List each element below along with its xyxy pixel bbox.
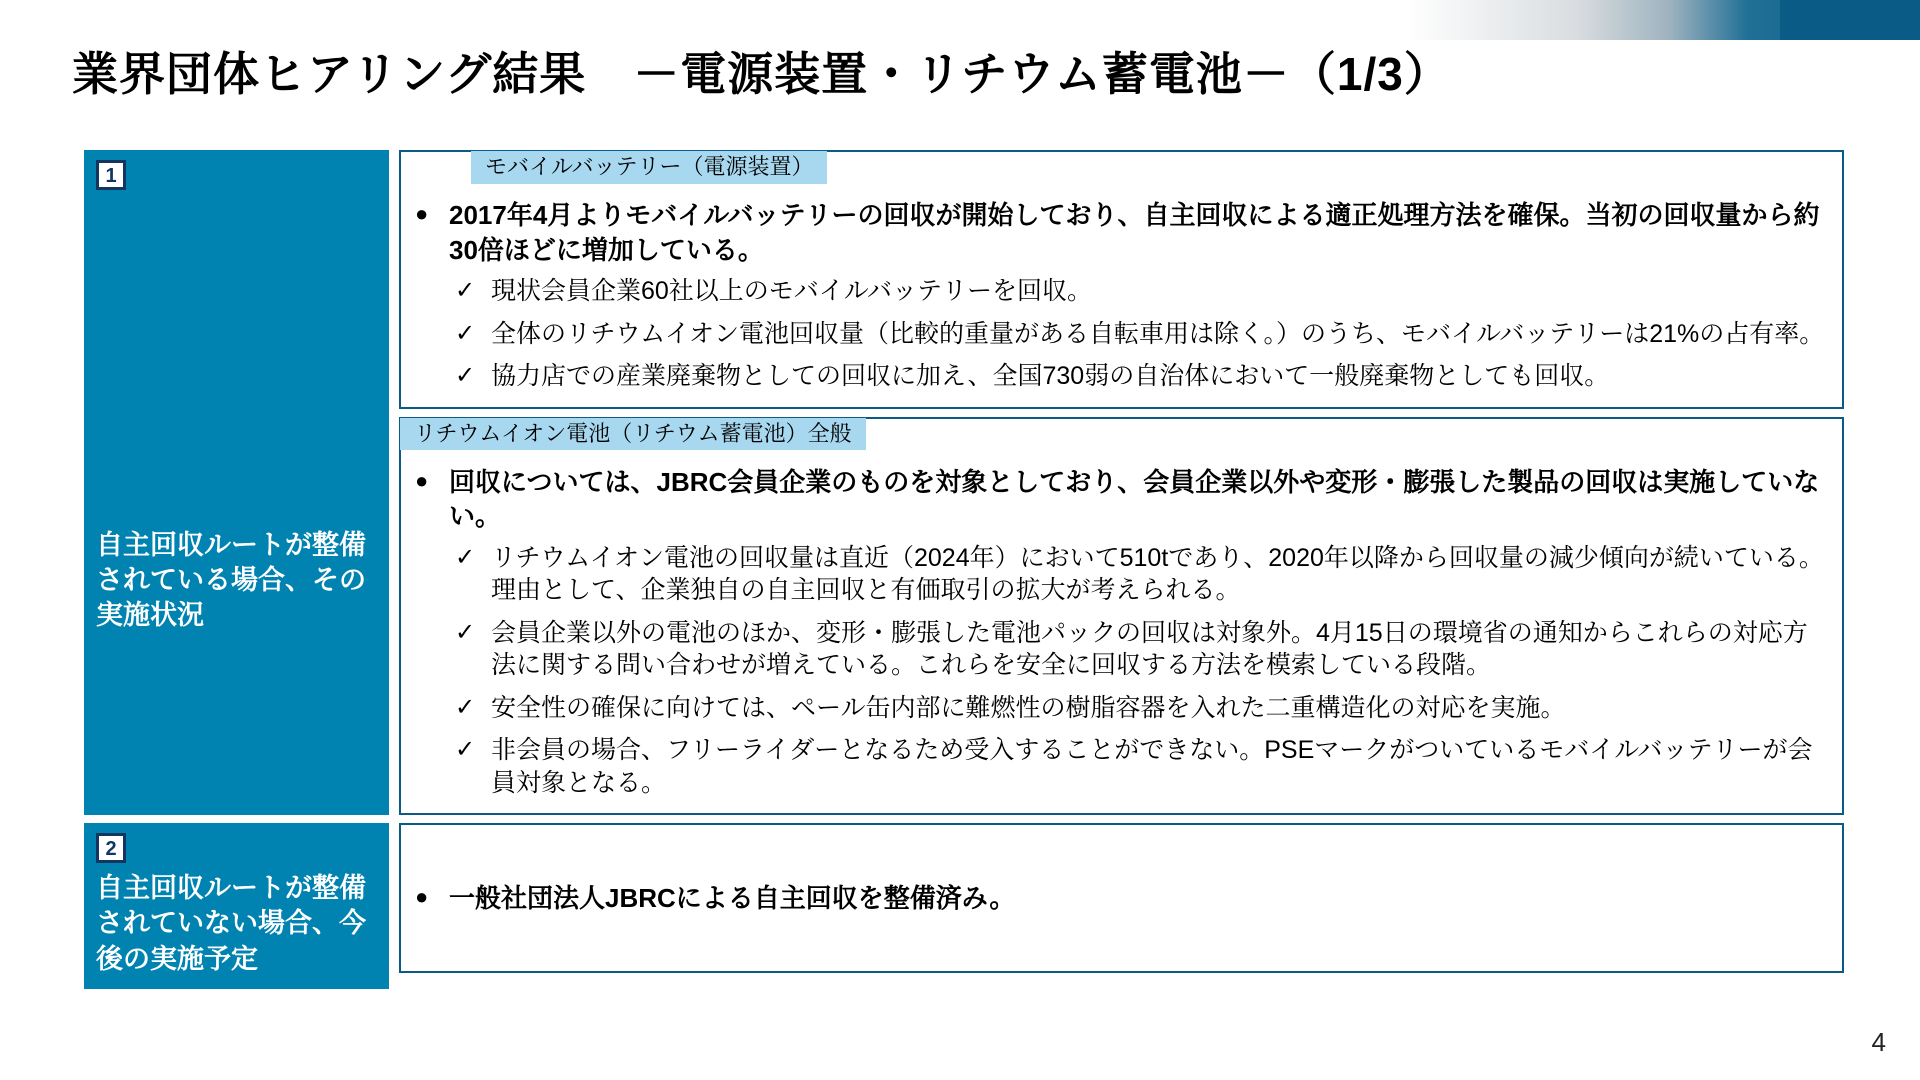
- check-icon: ✓: [455, 693, 476, 721]
- bullet-dot-icon: ●: [415, 884, 429, 910]
- panel-body: [415, 465, 1828, 800]
- row-panels-2: [399, 823, 1844, 988]
- main-bullet-text: 回収については、JBRC会員企業のものを対象としており、会員企業以外や変形・膨張した製品の回収は実施していない。: [449, 466, 1820, 532]
- sub-bullet-text: リチウムイオン電池の回収量は直近（2024年）において510tであり、2020年以降から回収量の減少傾向が続いている。理由として、企業独自の自主回収と有価取引の拡大が考えられる。: [491, 543, 1824, 605]
- sub-bullet: [455, 542, 1828, 607]
- panel-tag-label: モバイルバッテリー（電源装置）: [471, 151, 827, 184]
- check-icon: ✓: [455, 543, 476, 571]
- sub-bullet: [455, 692, 1828, 725]
- page-number: 4: [1871, 1027, 1886, 1057]
- sub-bullet-text: 非会員の場合、フリーライダーとなるため受入することができない。PSEマークがついているモバイルバッテリーが会員対象となる。: [491, 736, 1813, 797]
- sub-bullet-text: 会員企業以外の電池のほか、変形・膨張した電池パックの回収は対象外。4月15日の環境省の通知からこれらの対応方法に関する問い合わせが増えている。これらを安全に回収する方法を模索している段階。: [491, 618, 1808, 680]
- sub-bullet-text: 協力店での産業廃棄物としての回収に加え、全国730弱の自治体において一般廃棄物としても回収。: [491, 362, 1610, 391]
- bullet-dot-icon: ●: [415, 201, 429, 226]
- sub-bullet: [455, 734, 1828, 799]
- check-icon: ✓: [455, 362, 476, 390]
- check-icon: ✓: [455, 618, 476, 646]
- sub-bullet-text: 安全性の確保に向けては、ペール缶内部に難燃性の樹脂容器を入れた二重構造化の対応を実施。: [491, 693, 1566, 722]
- sub-bullet-text: 全体のリチウムイオン電池回収量（比較的重量がある自転車用は除く。）のうち、モバイルバッテリーは21%の占有率。: [491, 319, 1825, 348]
- main-bullet-text: 2017年4月よりモバイルバッテリーの回収が開始しており、自主回収による適正処理方法を確保。当初の回収量から約30倍ほどに増加している。: [449, 200, 1820, 265]
- row-label-cell-1: [84, 150, 389, 815]
- decorative-top-bar: [0, 0, 1920, 40]
- check-icon: ✓: [455, 736, 476, 764]
- bullet-dot-icon: ●: [415, 467, 429, 493]
- row-number-badge: 1: [96, 160, 126, 190]
- panel-tag-label: リチウムイオン電池（リチウム蓄電池）全般: [400, 418, 866, 451]
- main-bullet-text: 一般社団法人JBRCによる自主回収を整備済み。: [449, 883, 1016, 914]
- check-icon: ✓: [455, 277, 476, 305]
- top-bar-solid-block: [1780, 0, 1920, 40]
- row-label-text: 自主回収ルートが整備されていない場合、今後の実施予定: [96, 873, 366, 974]
- row-label-text: 自主回収ルートが整備されている場合、その実施状況: [96, 530, 366, 631]
- sub-bullet: [455, 318, 1828, 351]
- table-row: [84, 150, 1844, 815]
- content-table: [84, 150, 1844, 997]
- check-icon: ✓: [455, 319, 476, 347]
- panel-body: [415, 198, 1828, 393]
- panel-lithium-ion-general: [399, 417, 1844, 816]
- page-title: 業界団体ヒアリング結果 －電源装置・リチウム蓄電池－（1/3）: [72, 48, 1451, 100]
- main-bullet: [415, 198, 1828, 267]
- main-bullet: [415, 881, 1828, 916]
- main-bullet: [415, 465, 1828, 534]
- panel-future-plan: [399, 823, 1844, 973]
- table-row: [84, 823, 1844, 988]
- row-panels-1: [399, 150, 1844, 815]
- panel-mobile-battery: [399, 150, 1844, 409]
- sub-bullet-text: 現状会員企業60社以上のモバイルバッテリーを回収。: [491, 277, 1093, 306]
- row-label-cell-2: [84, 823, 389, 988]
- sub-bullet: [455, 275, 1828, 308]
- row-number-badge: 2: [96, 833, 126, 863]
- sub-bullet: [455, 617, 1828, 682]
- sub-bullet: [455, 360, 1828, 393]
